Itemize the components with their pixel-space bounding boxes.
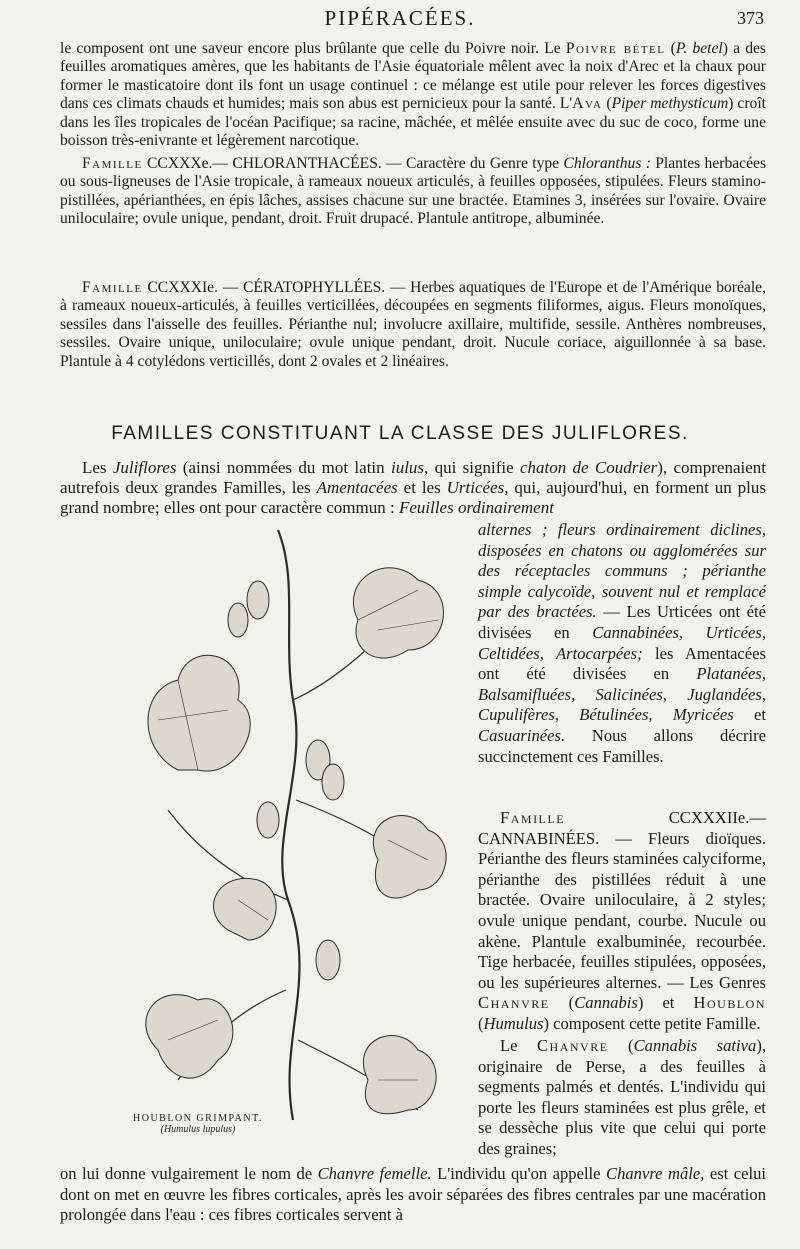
paragraph-piper: le composent ont une saveur encore plus brûlante que celle du Poivre noir. Le Poivre bétel (P. betel) a des feuilles aromatiques amères, que les habitants de l'Asie équatoriale mêlent avec la noix d'Arec et la chaux pour former le masticatoire dont ils font un usage continuel : ce mélange est utile pour relever les forces digestives dans ces climats chauds et humides; mais son abus est pernicieux pour la santé. L'Ava (Piper methysticum) croît dans les îles tropicales de l'océan Pacifique; sa racine, mâchée, et mêlée ensuite avec du suc de coco, forme une boisson très-enivrante et légèrement narcotique. <box>60 40 767 150</box>
paragraph-ceratophyllees: Famille CCXXXIe. — CÉRATOPHYLLÉES. — Herbes aquatiques de l'Europe et de l'Amérique boréale, à rameaux noueux-articulés, à feuilles verticillées, découpées en segments filiformes, aigus. Fleurs monoïques, sessiles dans l'aisselle des feuilles. Périanthe nul; involucre axillaire, multifide, sessile. Anthères nombreuses, sessiles. Ovaire unique, uniloculaire; ovule unique pendant, droit. Nucule coriace, aiguillonnée à sa base. Plantule à 4 cotylédons verticillés, dont 2 ovales et 2 linéaires. <box>60 279 766 370</box>
paragraph-cannabinees: Famille CCXXXIIe.— CANNABINÉES. — Fleurs dioïques. Périanthe des fleurs staminées calyciforme, périanthe des pistillées réduit à une bractée. Ovaire uniloculaire, à 2 styles; ovule unique pendant, courbe. Nucule ou akène. Plantule exalbuminée, recourbée. Tige herbacée, feuilles stipulées, opposées, ou les supérieures alternes. — Les Genres Chanvre (Cannabis) et Houblon (Humulus) composent cette petite Famille. <box>478 808 766 1033</box>
paragraph-chanvre-fibres: on lui donne vulgairement le nom de Chanvre femelle. L'individu qu'on appelle Chanvre mâle, est celui dont on met en œuvre les fibres corticales, après les avoir séparées des fibres centrales par une macération prolongée dans l'eau : ces fibres corticales servent à <box>60 1164 767 1225</box>
section-heading: FAMILLES CONSTITUANT LA CLASSE DES JULIFLORES. <box>111 423 689 444</box>
page-number: 373 <box>737 8 764 28</box>
hop-plant-illustration <box>118 520 468 1125</box>
paragraph-juliflores-continued: alternes ; fleurs ordinairement diclines, disposées en chatons ou agglomérées sur des réceptacles communs ; périanthe simple calycoïde, souvent nul et remplacé par des bractées. — Les Urticées ont été divisées en Cannabinées, Urticées, Celtidées, Artocarpées; les Amentacées ont été divisées en Platanées, Balsamifluées, Salicinées, Juglandées, Cupulifères, Bétulinées, Myricées et Casuarinées. Nous allons décrire succinctement ces Familles. <box>478 520 767 766</box>
figure-caption-title: HOUBLON GRIMPANT. <box>133 1113 263 1124</box>
paragraph-juliflores-intro: Les Juliflores (ainsi nommées du mot latin iulus, qui signifie chaton de Coudrier), comprenaient autrefois deux grandes Familles, les Amentacées et les Urticées, qui, aujourd'hui, en forment un plus grand nombre; elles ont pour caractère commun : Feuilles ordinairement <box>60 458 767 517</box>
figure-caption-latin: (Humulus lupulus) <box>160 1124 236 1135</box>
paragraph-chloranthacees: Famille CCXXXe.— CHLORANTHACÉES. — Caractère du Genre type Chloranthus : Plantes herbacées ou sous-ligneuses de l'Asie tropicale, à rameaux noueux articulés, à feuilles opposées, stipulées. Fleurs stamino-pistillées, apérianthées, en épis lâches, assises chacune sur une bractée. Etamines 3, insérées sur l'ovaire. Ovaire uniloculaire; ovule unique, pendant, droit. Fruit drupacé. Plantule antitrope, albuminée. <box>60 155 767 228</box>
paragraph-chanvre: Le Chanvre (Cannabis sativa), originaire de Perse, a des feuilles à segments palmés et dentés. L'individu qui porte les fleurs staminées est plus grêle, et se dessèche plus vite que celui qui porte des graines; <box>478 1036 766 1158</box>
running-head: PIPÉRACÉES. <box>324 6 476 30</box>
figure-caption <box>118 1113 278 1135</box>
